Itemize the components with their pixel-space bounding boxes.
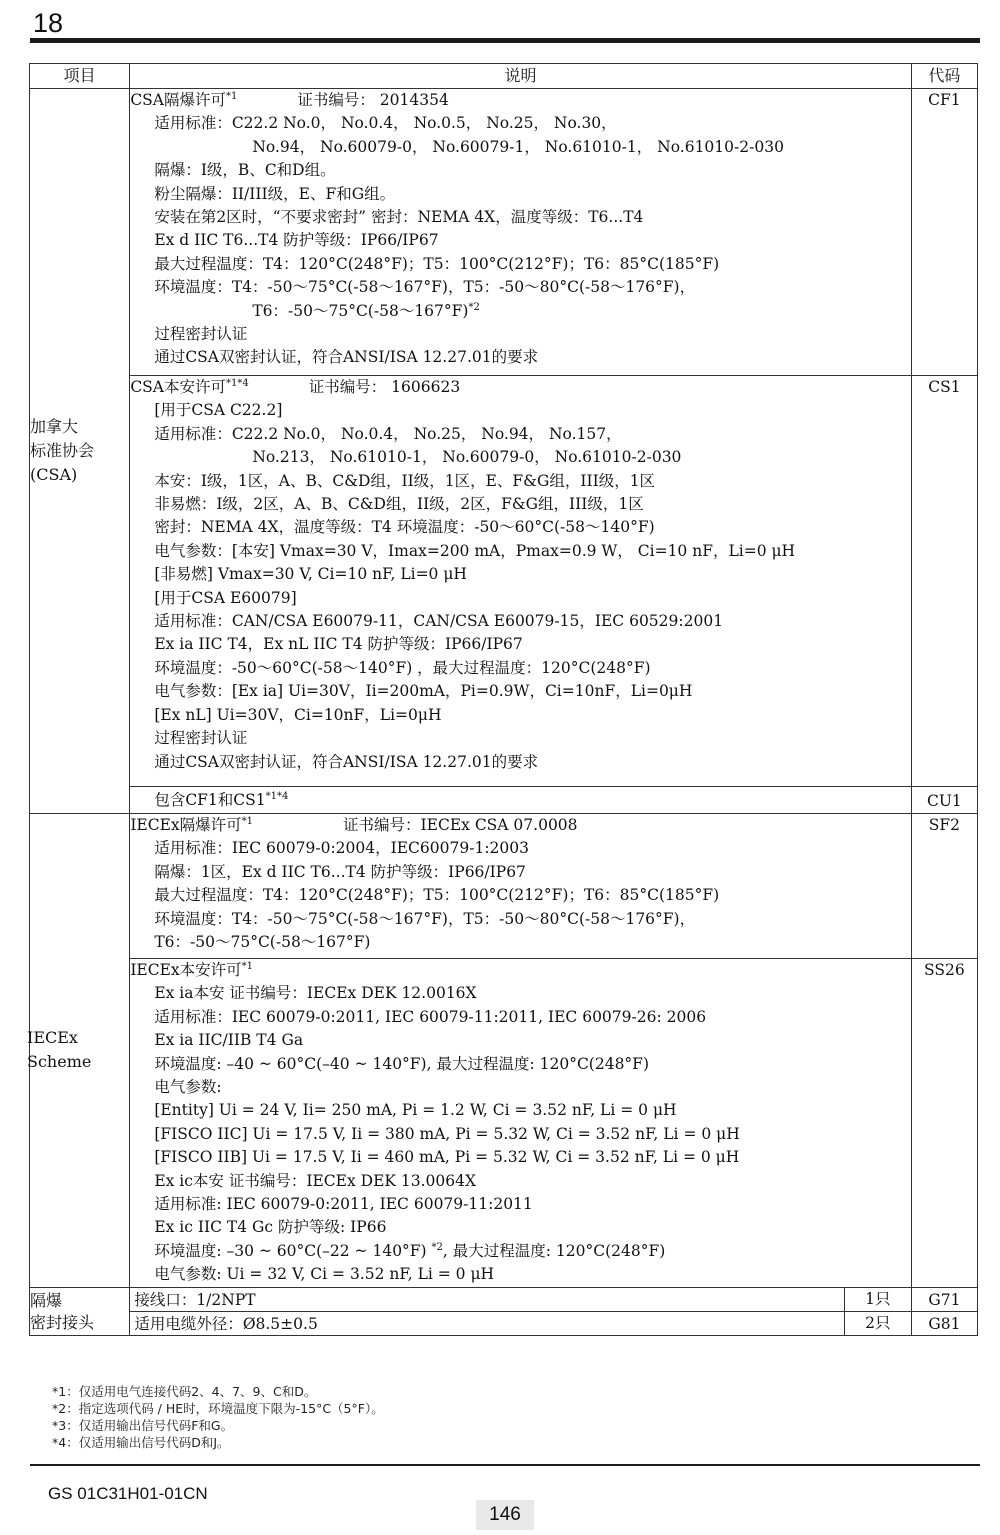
spec-table xyxy=(29,63,978,1336)
table-row xyxy=(912,1288,977,1312)
cf1-t6-text: T6：-50～75°C(-58～167°F) xyxy=(252,301,469,320)
ss26-amb-text: 环境温度: –30 ~ 60°C(–22 ~ 140°F) xyxy=(154,1241,427,1260)
desc-line: 本安：I级，1区，A、B、C&D组，II级，1区，E、F&G组，III级，1区 xyxy=(154,471,656,490)
desc-line: 适用标准：C22.2 No.0， No.0.4， No.25， No.94， No.157， xyxy=(154,424,622,443)
seal-code-subtable xyxy=(912,1288,977,1335)
desc-line: 电气参数：[Ex ia] Ui=30V，Ii=200mA，Pi=0.9W，Ci=10nF，Li=0μH xyxy=(154,682,693,701)
seal-qty: 2只 xyxy=(865,1313,891,1332)
desc-line: 环境温度：T4：-50～75°C(-58～167°F)，T5：-50～80°C(-58～176°F)， xyxy=(154,278,696,297)
header-item: 项目 xyxy=(30,64,130,89)
document-id: GS 01C31H01-01CN xyxy=(48,1484,208,1503)
table-header-row xyxy=(30,64,978,89)
item-line: 标准协会 xyxy=(30,441,95,460)
desc-line: 环境温度: –40 ~ 60°C(–40 ~ 140°F), 最大过程温度: 120°C(248°F) xyxy=(154,1054,649,1073)
ss26-last-line: 电气参数: Ui = 32 V, Ci = 3.52 nF, Li = 0 μH xyxy=(154,1265,495,1284)
desc-line: 适用标准：C22.2 No.0， No.0.4， No.0.5， No.25， No.30， xyxy=(154,114,617,133)
desc-line: 环境温度：T4：-50～75°C(-58～167°F)，T5：-50～80°C(-58～176°F)， xyxy=(154,909,696,928)
desc-line: 最大过程温度：T4：120°C(248°F)；T5：100°C(212°F)；T6：85°C(185°F) xyxy=(154,254,720,273)
table-row xyxy=(30,959,978,1288)
desc-line: [用于CSA C22.2] xyxy=(154,401,283,420)
desc-line: 最大过程温度：T4：120°C(248°F)；T5：100°C(212°F)；T6：85°C(185°F) xyxy=(154,886,720,905)
seal-code: G81 xyxy=(928,1314,961,1333)
desc-line: 电气参数: xyxy=(154,1078,222,1097)
ss26-title: IECEx本安许可 xyxy=(130,961,242,979)
ss26-lines xyxy=(130,982,910,1239)
seal-subtable xyxy=(130,1288,910,1335)
ss26-amb-tail: , 最大过程温度: 120°C(248°F) xyxy=(442,1241,666,1260)
desc-line: Ex ia IIC/IIB T4 Ga xyxy=(154,1031,304,1050)
desc-line: 适用标准：IEC 60079-0:2004，IEC60079-1:2003 xyxy=(154,839,529,858)
desc-line: Ex ia本安 证书编号：IECEx DEK 12.0016X xyxy=(154,984,477,1003)
cf1-tail-line: 通过CSA双密封认证，符合ANSI/ISA 12.27.01的要求 xyxy=(154,348,539,367)
footnote: *3：仅适用输出信号代码F和G。 xyxy=(52,1418,234,1433)
desc-line: T6：-50～75°C(-58～167°F) xyxy=(154,933,371,952)
desc-line: 适用标准: IEC 60079-0:2011, IEC 60079-11:2011 xyxy=(154,1195,533,1214)
item-seal xyxy=(30,1287,130,1335)
code-seal xyxy=(911,1287,977,1335)
desc-line: Ex ia IIC T4，Ex nL IIC T4 防护等级：IP66/IP67 xyxy=(154,635,523,654)
header-rule xyxy=(30,38,980,43)
desc-line: Ex d IIC T6...T4 防护等级：IP66/IP67 xyxy=(154,231,439,250)
footnote-ref: *1 xyxy=(241,960,254,972)
code-cu1: CU1 xyxy=(911,787,977,814)
code-cs1: CS1 xyxy=(911,376,977,787)
code-cf1: CF1 xyxy=(911,89,977,376)
desc-line: 隔爆：I级，B、C和D组。 xyxy=(154,161,336,180)
desc-line: 适用标准：CAN/CSA E60079-11，CAN/CSA E60079-15，IEC 60529:2001 xyxy=(154,612,724,631)
item-line: (CSA) xyxy=(30,465,78,484)
item-line: 加拿大 xyxy=(30,417,79,436)
desc-line: 适用标准：IEC 60079-0:2011, IEC 60079-11:2011, IEC 60079-26: 2006 xyxy=(154,1007,707,1026)
page-footer-number: 146 xyxy=(476,1500,534,1530)
item-csa xyxy=(30,89,130,814)
footnotes xyxy=(52,1383,384,1451)
desc-line: No.213， No.61010-1， No.60079-0， No.61010-2-030 xyxy=(252,448,682,467)
desc-line: 通过CSA双密封认证，符合ANSI/ISA 12.27.01的要求 xyxy=(154,752,539,771)
desc-seal xyxy=(130,1287,911,1335)
item-line: Scheme xyxy=(27,1052,92,1072)
sf2-lines xyxy=(130,837,910,954)
item-iecex xyxy=(27,814,130,1288)
desc-line: 电气参数：[本安] Vmax=30 V，Imax=200 mA，Pmax=0.9 W， Ci=10 nF，Li=0 μH xyxy=(154,541,796,560)
header-code: 代码 xyxy=(911,64,977,89)
desc-line: 非易燃：I级，2区，A、B、C&D组，II级，2区，F&G组，III级，1区 xyxy=(154,495,644,514)
desc-line: [用于CSA E60079] xyxy=(154,588,297,607)
footnote-ref: *1 xyxy=(241,815,254,827)
header-desc: 说明 xyxy=(130,64,911,89)
desc-line: 密封：NEMA 4X，温度等级：T4 环境温度：-50～60°C(-58～140°F) xyxy=(154,518,655,537)
code-ss26: SS26 xyxy=(911,959,977,1288)
sf2-title-line xyxy=(130,814,910,837)
desc-line: [FISCO IIB] Ui = 17.5 V, Ii = 460 mA, Pi = 5.32 W, Ci = 3.52 nF, Li = 0 μH xyxy=(154,1148,740,1167)
table-row xyxy=(30,814,978,959)
desc-line: 安装在第2区时，“不要求密封” 密封：NEMA 4X，温度等级：T6...T4 xyxy=(154,208,644,227)
item-line: IECEx xyxy=(27,1028,78,1048)
footnote-ref: *2 xyxy=(468,301,480,313)
desc-sf2 xyxy=(130,814,911,959)
table-row xyxy=(30,89,978,376)
cs1-cert: 证书编号： 1606623 xyxy=(308,378,461,396)
seal-qty: 1只 xyxy=(844,1288,911,1312)
seal-code: G71 xyxy=(912,1288,977,1312)
footnote-ref: *1*4 xyxy=(265,790,289,802)
cf1-title: CSA隔爆许可 xyxy=(130,91,226,109)
footnote: *1：仅适用电气连接代码2、4、7、9、C和D。 xyxy=(52,1384,317,1399)
cf1-lines xyxy=(130,112,910,299)
cf1-tail-line: 过程密封认证 xyxy=(154,325,248,344)
cu1-line xyxy=(130,789,910,812)
desc-line: 粉尘隔爆：II/III级，E、F和G组。 xyxy=(154,184,396,203)
desc-line: 隔爆：1区，Ex d IIC T6...T4 防护等级：IP66/IP67 xyxy=(154,862,526,881)
desc-line: [FISCO IIC] Ui = 17.5 V, Ii = 380 mA, Pi = 5.32 W, Ci = 3.52 nF, Li = 0 μH xyxy=(154,1124,740,1143)
desc-ss26 xyxy=(130,959,911,1288)
seal-desc: 接线口：1/2NPT xyxy=(130,1288,844,1312)
footer-rule xyxy=(30,1464,980,1466)
item-line: 密封接头 xyxy=(30,1312,95,1332)
table-row xyxy=(130,1311,910,1335)
cs1-lines xyxy=(130,399,910,774)
item-line: 隔爆 xyxy=(30,1290,63,1310)
cf1-cert: 证书编号： 2014354 xyxy=(297,91,449,109)
desc-line: 过程密封认证 xyxy=(154,729,248,748)
desc-line: [Entity] Ui = 24 V, Ii= 250 mA, Pi = 1.2 W, Ci = 3.52 nF, Li = 0 μH xyxy=(154,1101,677,1120)
desc-line: [Ex nL] Ui=30V，Ci=10nF，Li=0μH xyxy=(154,705,442,724)
table-row xyxy=(30,376,978,787)
page-number: 18 xyxy=(33,8,64,38)
footnote: *2：指定选项代码 / HE时，环境温度下限为-15°C（5°F）。 xyxy=(52,1401,384,1416)
ss26-title-line xyxy=(130,959,910,982)
cf1-title-line xyxy=(130,89,910,112)
sf2-title: IECEx隔爆许可 xyxy=(130,816,242,834)
desc-line: No.94， No.60079-0， No.60079-1， No.61010-1， No.61010-2-030 xyxy=(252,137,784,156)
table-row xyxy=(912,1311,977,1335)
table-row xyxy=(30,1287,978,1335)
footnote-ref: *1*4 xyxy=(226,377,249,389)
footnote-ref: *2 xyxy=(431,1241,443,1253)
desc-cf1 xyxy=(130,89,911,376)
seal-desc: 适用电缆外径：Ø8.5±0.5 xyxy=(130,1311,844,1335)
cs1-title-line xyxy=(130,376,910,399)
desc-cs1 xyxy=(130,376,911,787)
desc-line: [非易燃] Vmax=30 V, Ci=10 nF, Li=0 μH xyxy=(154,565,467,584)
cu1-text: 包含CF1和CS1 xyxy=(154,791,266,809)
desc-line: 环境温度：-50～60°C(-58～140°F) ，最大过程温度：120°C(248°F) xyxy=(154,658,651,677)
sf2-cert: 证书编号：IECEx CSA 07.0008 xyxy=(343,816,578,834)
footnote-ref: *1 xyxy=(226,90,238,102)
ss26-amb-line xyxy=(130,1240,910,1263)
cs1-title: CSA本安许可 xyxy=(130,378,226,396)
footnote: *4：仅适用输出信号代码D和J。 xyxy=(52,1435,230,1450)
desc-cu1 xyxy=(130,787,911,814)
cf1-t6-line xyxy=(130,300,910,323)
table-row xyxy=(130,1288,910,1312)
table-row xyxy=(30,787,978,814)
desc-line: Ex ic IIC T4 Gc 防护等级: IP66 xyxy=(154,1218,387,1237)
code-sf2: SF2 xyxy=(911,814,977,959)
desc-line: Ex ic本安 证书编号：IECEx DEK 13.0064X xyxy=(154,1171,477,1190)
